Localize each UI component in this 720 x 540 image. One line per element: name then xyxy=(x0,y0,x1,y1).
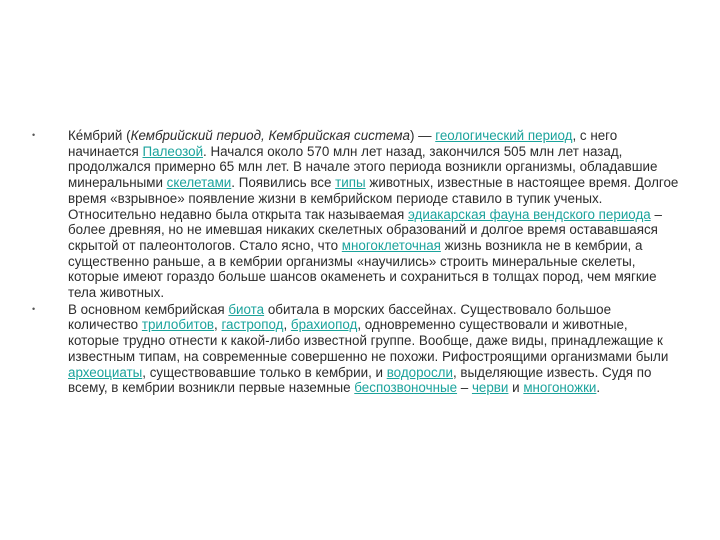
link-paleozoic[interactable]: Палеозой xyxy=(142,143,204,159)
text-run: . Появились все xyxy=(231,175,336,191)
text-run: . xyxy=(596,380,601,396)
term-cambrian: Ке́мбрий xyxy=(68,128,123,143)
text-run: обитала в морских бассейнах. Существовало большое количество xyxy=(68,301,612,333)
link-invertebrates[interactable]: беспозвоночные xyxy=(354,380,458,396)
list-item-cambrian-definition xyxy=(30,128,680,301)
text-run: , одновременно существовали и животные, которые трудно отнести к какой-либо известной группе. Вообще, даже виды, принадлежащие к известным типам, на современные совершенно не похожи. Рифостроящими организмами были xyxy=(68,317,669,364)
bullet-icon: • xyxy=(32,303,36,314)
bullet-list xyxy=(30,128,680,396)
link-geological-period[interactable]: геологический период xyxy=(435,128,573,143)
text-run: ( xyxy=(122,128,131,143)
text-run: ) — xyxy=(409,128,436,143)
link-algae[interactable]: водоросли xyxy=(386,364,453,380)
text-run: – xyxy=(457,380,472,396)
text-run: , существовавшие только в кембрии, и xyxy=(142,364,387,380)
text-run: , с него начинается xyxy=(68,128,618,159)
link-multicellular[interactable]: многоклеточная xyxy=(341,237,441,253)
link-ediacaran-fauna[interactable]: эдиакарская фауна вендского периода xyxy=(407,206,651,222)
link-archaeocyaths[interactable]: археоциаты xyxy=(68,364,143,380)
bullet-icon: • xyxy=(32,130,36,140)
link-millipedes[interactable]: многоножки xyxy=(523,380,597,396)
link-types[interactable]: типы xyxy=(335,175,366,191)
link-gastropods[interactable]: гастропод xyxy=(221,317,284,333)
text-run: , xyxy=(283,317,291,333)
link-worms[interactable]: черви xyxy=(471,380,509,396)
text-run: жизнь возникла не в кембрии, а существенно раньше, а в кембрии организмы «научились» строить минеральные скелеты, которые имеют гораздо больше шансов окаменеть и сохраниться в толщах пород, чем мягкие тела животных. xyxy=(68,237,657,301)
text-run: животных, известные в настоящее время. Долгое время «взрывное» появление жизни в кембрийском периоде ставило в тупик ученых. Относительно недавно была открыта так называемая xyxy=(68,175,679,222)
text-run: , выделяющие известь. Судя по всему, в кембрии возникли первые наземные xyxy=(68,364,652,396)
term-synonyms: Кембрийский период, Кембрийская система xyxy=(130,128,410,143)
link-skeletons[interactable]: скелетами xyxy=(166,175,232,191)
text-run: . Начался около 570 млн лет назад, закончился 505 млн лет назад, продолжался примерно 65 млн лет. В начале этого периода возникли организмы, обладавшие минеральными xyxy=(68,143,658,191)
list-item-cambrian-biota xyxy=(30,302,680,396)
text-run: – более древняя, но не имевшая никаких скелетных образований и долгое время остававшаяся скрытой от палеонтологов. Стало ясно, что xyxy=(68,206,662,253)
text-run: В основном кембрийская xyxy=(68,301,229,317)
link-brachiopods[interactable]: брахиопод xyxy=(290,317,358,333)
text-run: и xyxy=(508,380,524,396)
link-biota[interactable]: биота xyxy=(228,301,265,317)
link-trilobites[interactable]: трилобитов xyxy=(141,317,215,333)
text-run: , xyxy=(214,317,222,333)
